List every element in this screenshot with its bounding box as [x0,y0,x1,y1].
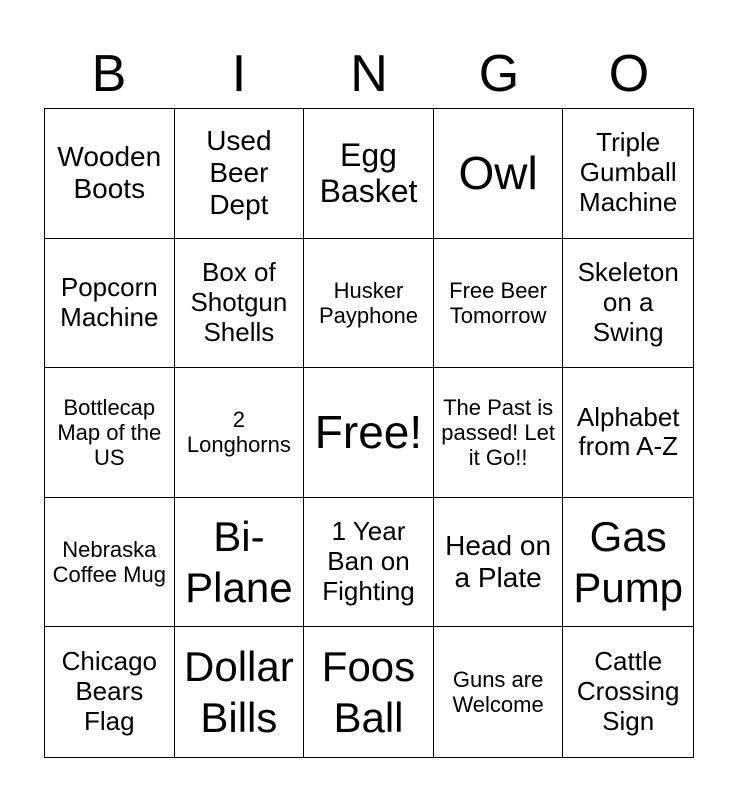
cell-text: Dollar Bills [184,642,294,742]
cell-text: 2 Longhorns [186,407,291,458]
bingo-cell-r2c5[interactable] [563,239,693,369]
bingo-cell-r4c5[interactable] [563,498,693,628]
bingo-grid [44,108,694,758]
cell-text: Nebraska Coffee Mug [52,536,166,588]
cell-text: Chicago Bears Flag [61,646,157,737]
bingo-cell-r3c4[interactable] [434,368,564,498]
bingo-cell-r5c5[interactable] [563,627,693,757]
header-letter-o: O [608,45,650,103]
bingo-cell-r4c2[interactable] [175,498,305,628]
bingo-cell-r1c2[interactable] [175,109,305,239]
cell-text: Triple Gumball Machine [579,127,678,218]
bingo-cell-r2c4[interactable] [434,239,564,369]
bingo-cell-r1c3[interactable] [304,109,434,239]
cell-text: Head on a Plate [445,529,552,594]
cell-text: Cattle Crossing Sign [576,646,680,737]
bingo-cell-r5c4[interactable] [434,627,564,757]
cell-text: Used Beer Dept [206,125,272,221]
bingo-cell-r5c1[interactable] [45,627,175,757]
bingo-cell-r4c4[interactable] [434,498,564,628]
bingo-cell-r2c1[interactable] [45,239,175,369]
bingo-cell-r2c3[interactable] [304,239,434,369]
bingo-header [44,40,694,108]
bingo-cell-free-space[interactable] [304,368,434,498]
cell-text: Guns are Welcome [452,666,544,718]
bingo-cell-r1c4[interactable] [434,109,564,239]
bingo-cell-r3c5[interactable] [563,368,693,498]
cell-text: Free Beer Tomorrow [449,277,547,328]
cell-text: Egg Basket [319,136,418,210]
free-space-text: Free! [314,406,423,459]
cell-text: The Past is passed! Let it Go!! [441,394,555,471]
header-letter-g: G [478,45,520,103]
cell-text: Bi-Plane [185,512,293,612]
header-letter-n: N [350,45,388,103]
cell-text: Bottlecap Map of the US [57,394,162,471]
cell-text: Owl [458,146,538,199]
cell-text: Popcorn Machine [60,272,159,332]
cell-text: Skeleton on a Swing [577,257,679,347]
bingo-cell-r5c3[interactable] [304,627,434,757]
cell-text: Gas Pump [573,512,684,612]
cell-text: Foos Ball [321,642,416,742]
bingo-cell-r5c2[interactable] [175,627,305,757]
cell-text: Alphabet from A-Z [576,401,680,462]
cell-text: 1 Year Ban on Fighting [322,516,415,607]
header-letter-i: I [231,45,247,103]
bingo-cell-r4c1[interactable] [45,498,175,628]
bingo-cell-r1c1[interactable] [45,109,175,239]
bingo-cell-r3c2[interactable] [175,368,305,498]
bingo-cell-r1c5[interactable] [563,109,693,239]
cell-text: Wooden Boots [57,141,162,205]
cell-text: Box of Shotgun Shells [190,257,288,347]
bingo-cell-r3c1[interactable] [45,368,175,498]
cell-text: Husker Payphone [318,277,419,328]
header-letter-b: B [91,45,127,103]
bingo-cell-r4c3[interactable] [304,498,434,628]
bingo-cell-r2c2[interactable] [175,239,305,369]
